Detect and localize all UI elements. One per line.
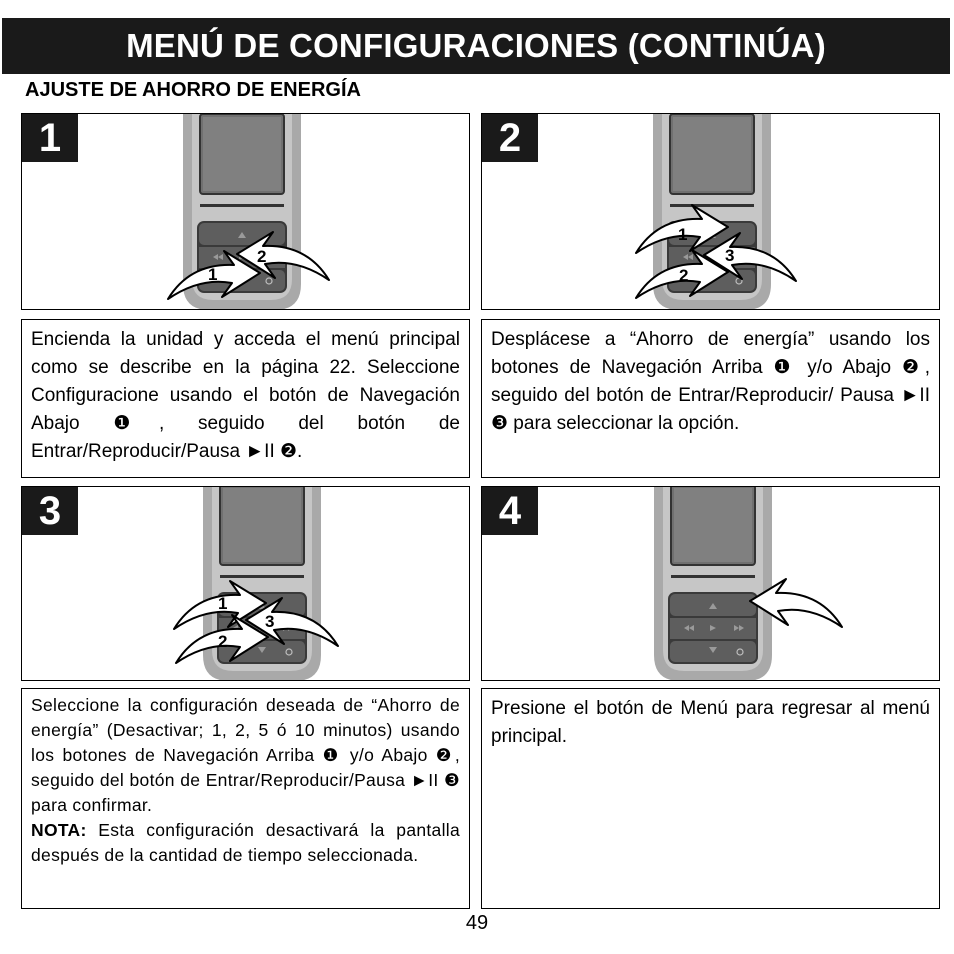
step-3-description [21, 688, 470, 909]
step-2-number: 2 [482, 114, 538, 162]
callout-label: 3 [265, 612, 275, 631]
page-number: 49 [465, 912, 489, 934]
device-illustration [22, 487, 470, 681]
callout-label: 1 [208, 265, 218, 284]
step-3-panel [21, 486, 470, 681]
step-4-number: 4 [482, 487, 538, 535]
callout-label: 1 [218, 594, 228, 613]
callout-label: 3 [725, 246, 735, 265]
step-2-description [481, 319, 940, 478]
step-3-number: 3 [22, 487, 78, 535]
callout-label: 2 [257, 247, 267, 266]
step-2-text: Desplácese a “Ahorro de energía” usando los botones de Navegación Arriba ❶ y/o Abajo ❷, seguido del botón de Entrar/Reproducir/ Pausa ►II ❸ para seleccionar la opción. [491, 329, 930, 434]
step-4-panel [481, 486, 940, 681]
device-illustration [22, 114, 470, 310]
callout-label: 1 [678, 225, 688, 244]
page-title: MENÚ DE CONFIGURACIONES (CONTINÚA) [126, 27, 826, 64]
step-1-number: 1 [22, 114, 78, 162]
callout-label: 2 [218, 632, 228, 651]
callout-label: 2 [679, 266, 689, 285]
device-illustration [482, 487, 940, 681]
step-1-panel [21, 113, 470, 310]
step-4-text: Presione el botón de Menú para regresar al menú principal. [491, 698, 930, 747]
step-3-text: Seleccione la configuración deseada de “Ahorro de energía” (Desactivar; 1, 2, 5 ó 10 minutos) usando los botones de Navegación Arriba ❶ y/o Abajo ❷, seguido del botón de Entrar/Reproducir/Pausa ►II ❸ para confirmar. [31, 695, 460, 815]
note-text: Esta configuración desactivará la pantalla después de la cantidad de tiempo seleccionada. [31, 820, 460, 865]
step-1-text: Encienda la unidad y acceda el menú principal como se describe en la página 22. Seleccione Configuracione usando el botón de Navegación Abajo ❶, seguido del botón de Entrar/Reproducir/Pausa ►II ❷. [31, 329, 460, 462]
note-label: NOTA: [31, 820, 87, 840]
step-1-description [21, 319, 470, 478]
section-title: AJUSTE DE AHORRO DE ENERGÍA [25, 79, 361, 101]
device-illustration [482, 114, 940, 310]
step-2-panel [481, 113, 940, 310]
page-header-bar [2, 18, 950, 74]
step-4-description [481, 688, 940, 909]
